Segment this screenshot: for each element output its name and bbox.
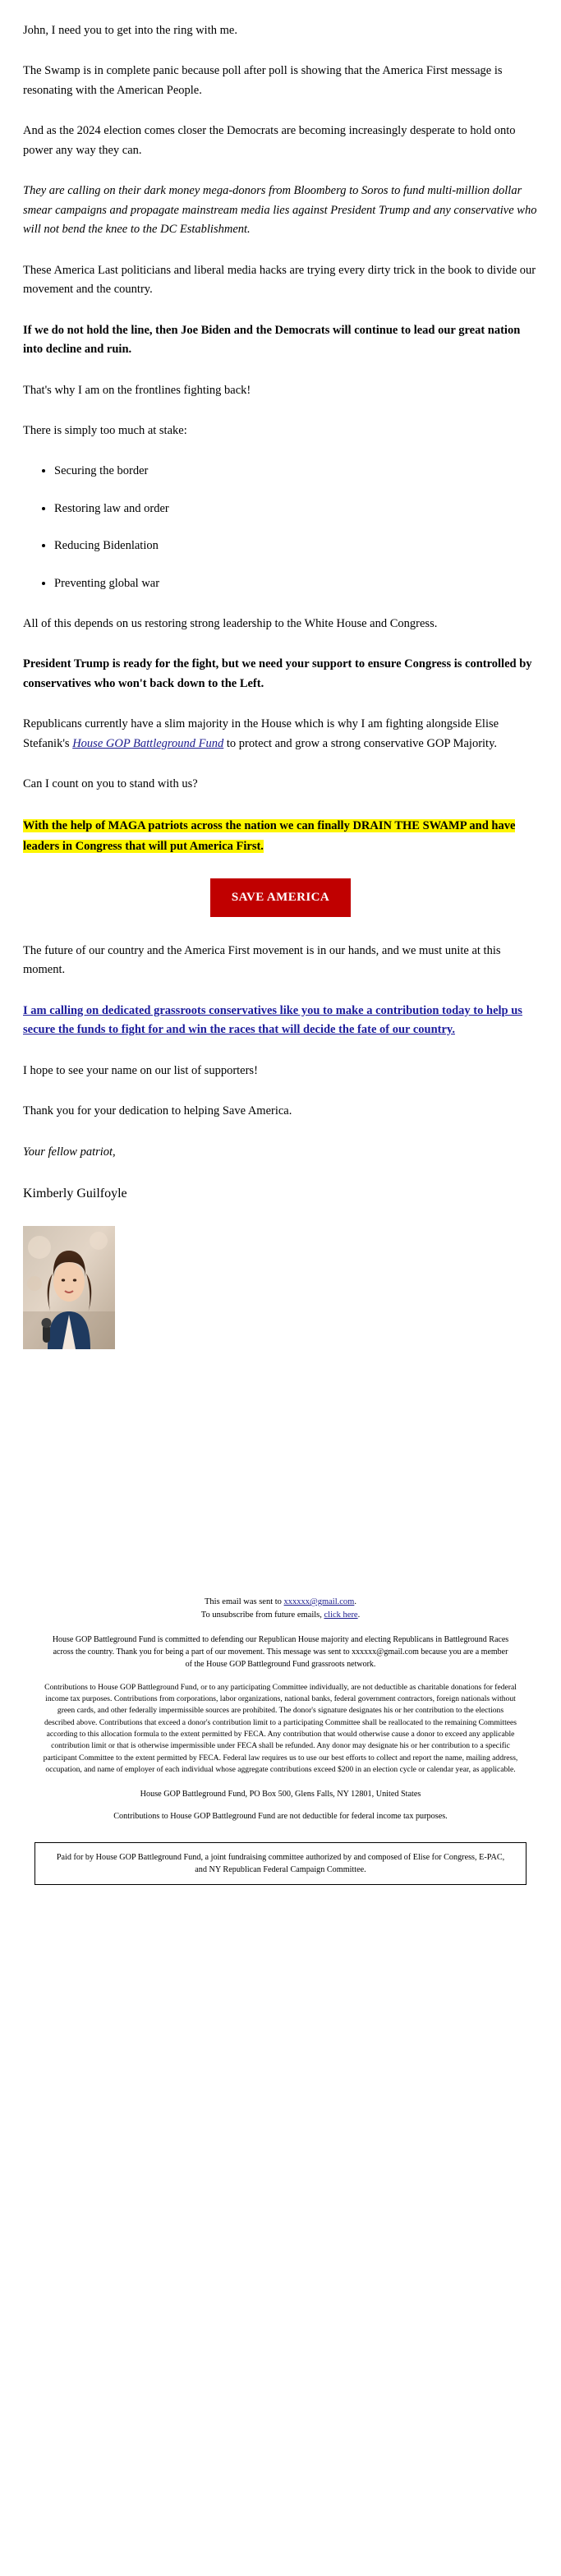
- sender-portrait-image: [23, 1226, 115, 1349]
- paragraph-thank-you: Thank you for your dedication to helping Save America.: [23, 1104, 292, 1118]
- paragraph-swamp-panic: The Swamp is in complete panic because poll after poll is showing that the America First message is resonating with the American People.: [23, 64, 503, 97]
- paragraph-contribution-link: [23, 1002, 538, 1040]
- list-item: • Securing the border: [54, 463, 538, 481]
- paragraph-ask-question: Can I count on you to stand with us?: [23, 777, 198, 791]
- sign-off: Your fellow patriot,: [23, 1145, 116, 1159]
- stakes-list: [23, 463, 538, 593]
- email-copy: [23, 21, 538, 1349]
- list-item: • Reducing Bidenlation: [54, 537, 538, 555]
- paid-for-disclosure: Paid for by House GOP Battleground Fund, a joint fundraising committee authorized by and composed of Elise for Congress, E-PAC, and NY Republican Federal Campaign Committee.: [34, 1842, 527, 1886]
- sent-to-line: [51, 1596, 510, 1622]
- paragraph-slim-majority: [23, 715, 538, 753]
- paragraph-dirty-trick: These America Last politicians and liberal media hacks are trying every dirty trick in the book to divide our movement and the country.: [23, 263, 536, 297]
- save-america-button[interactable]: SAVE AMERICA: [210, 878, 351, 916]
- signature-name: Kimberly Guilfoyle: [23, 1187, 127, 1201]
- list-item: • Restoring law and order: [54, 500, 538, 518]
- paragraph-at-stake-intro: There is simply too much at stake:: [23, 424, 187, 438]
- paragraph-hope-to-see: I hope to see your name on our list of supporters!: [23, 1063, 258, 1077]
- paragraph-restoring-leadership: All of this depends on us restoring strong leadership to the White House and Congress.: [23, 616, 438, 630]
- paragraph-2024-election: And as the 2024 election comes closer the Democrats are becoming increasingly desperate to hold onto power any way they can.: [23, 124, 516, 157]
- majority-text-part1: Republicans currently have a slim majority in the House which is why I am fighting alongside Elise Stefanik's: [23, 717, 499, 750]
- paragraph-trump-ready: President Trump is ready for the fight, but we need your support to ensure Congress is controlled by conservatives who won't back down to the Left.: [23, 657, 532, 690]
- list-item: • Preventing global war: [54, 575, 538, 593]
- cta-container: [23, 878, 538, 916]
- non-deductible-notice: Contributions to House GOP Battleground Fund are not deductible for federal income tax purposes.: [113, 1811, 448, 1821]
- sent-to-suffix: .: [354, 1597, 356, 1607]
- unsubscribe-link[interactable]: click here: [324, 1610, 358, 1620]
- email-footer: [23, 1596, 538, 1670]
- recipient-email-link[interactable]: xxxxxx@gmail.com: [283, 1597, 355, 1607]
- unsubscribe-suffix: .: [357, 1610, 361, 1620]
- committee-address: House GOP Battleground Fund, PO Box 500, Glens Falls, NY 12801, United States: [140, 1789, 421, 1799]
- paragraph-future-of-country: The future of our country and the America First movement is in our hands, and we must unite at this moment.: [23, 943, 501, 977]
- sent-to-prefix: This email was sent to: [205, 1597, 284, 1607]
- legal-contribution-notice: Contributions to House GOP Battleground Fund, or to any participating Committee individually, are not deductible as charitable donations for federal income tax purposes. Contributions from corporations, labor organizations, national banks, federal government contractors, foreign nationals without green cards, and other federally impermissible sources are prohibited. The donor's signature designates his or her contribution to the elections described above. Contributions that exceed a donor's contribution limit to a participating Committee shall be reallocated to the remaining Committees according to this allocation formula to the extent permitted by FECA. Any contribution that would otherwise cause a donor to exceed any applicable contribution limit or that is otherwise impermissible under FECA shall be refunded. Any donor may designate his or her contribution to a specific participant Committee to the extent permitted by FECA. Federal law requires us to use our best efforts to collect and report the name, mailing address, occupation, and name of employer of each individual whose aggregate contributions exceed $200 in an election cycle or calendar year, as applicable.: [43, 1682, 518, 1775]
- unsubscribe-prefix: To unsubscribe from future emails,: [200, 1610, 324, 1620]
- paragraph-frontlines: That's why I am on the frontlines fighting back!: [23, 383, 251, 397]
- paragraph-dark-money: They are calling on their dark money mega-donors from Bloomberg to Soros to fund multi-million dollar smear campaigns and propagate mainstream media lies against President Trump and any conservative who will not bend the knee to the DC Establishment.: [23, 184, 537, 237]
- majority-text-part2: to protect and grow a strong conservative GOP Majority.: [223, 736, 498, 750]
- committee-disclaimer: House GOP Battleground Fund is committed to defending our Republican House majority and electing Republicans in Battleground Races across the country. Thank you for being a part of our movement. This message was sent to xxxxxx@gmail.com because you are a member of the House GOP Battleground Fund grassroots network.: [52, 1634, 509, 1669]
- paragraph-highlight-wrap: [23, 816, 538, 858]
- house-gop-battleground-fund-link[interactable]: House GOP Battleground Fund: [72, 736, 224, 750]
- vertical-spacer: [23, 1349, 538, 1596]
- make-a-contribution-link[interactable]: I am calling on dedicated grassroots conservatives like you to make a contribution today to help us secure the funds to fight for and win the races that will decide the fate of our country.: [23, 1003, 522, 1037]
- portrait-graphic: [23, 1226, 115, 1349]
- paragraph-hold-the-line: If we do not hold the line, then Joe Biden and the Democrats will continue to lead our great nation into decline and ruin.: [23, 323, 521, 357]
- highlighted-call-to-action-text: With the help of MAGA patriots across the nation we can finally DRAIN THE SWAMP and have leaders in Congress that will put America First.: [23, 818, 516, 854]
- paragraph-greeting: John, I need you to get into the ring with me.: [23, 24, 237, 37]
